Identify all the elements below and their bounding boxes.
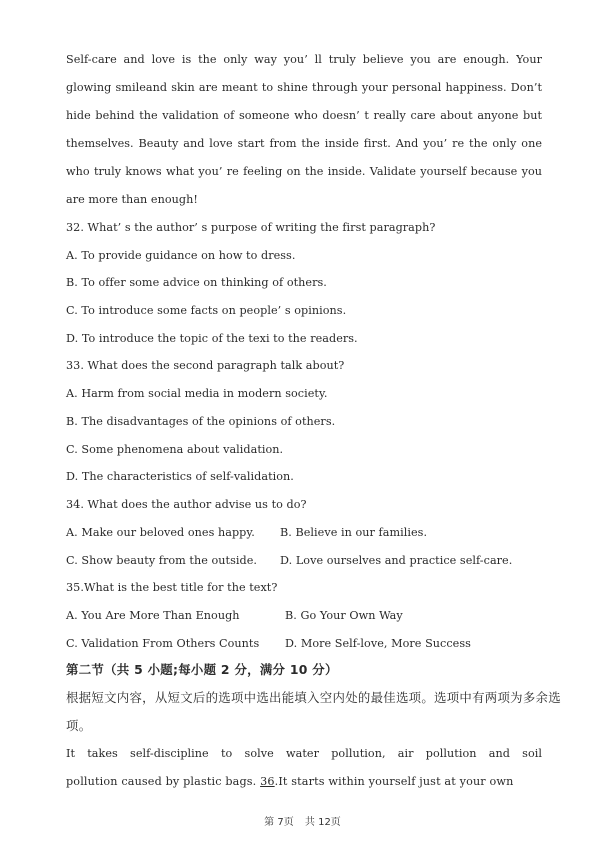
option-32-c: C. To introduce some facts on people’ s opinions. (66, 304, 347, 317)
cloze-text-segment: pollution caused by plastic bags. (66, 775, 261, 788)
option-34-b: B. Believe in our families. (280, 526, 428, 539)
passage-line: themselves. Beauty and love start from the inside first. And you’ re the only one (66, 137, 542, 150)
page-footer (0, 813, 605, 828)
question-stem-33: 33. What does the second paragraph talk about? (66, 359, 345, 372)
passage-line: glowing smileand skin are meant to shine through your personal happiness. Don’t (66, 81, 542, 94)
option-35-d: D. More Self-love, More Success (285, 637, 471, 650)
option-34-a: A. Make our beloved ones happy. (66, 526, 255, 539)
option-35-a: A. You Are More Than Enough (66, 609, 240, 622)
page-total: 共 12页 (304, 817, 341, 828)
section-heading: 第二节（共 5 小题;每小题 2 分，满分 10 分） (66, 662, 338, 677)
option-33-c: C. Some phenomena about validation. (66, 443, 284, 456)
passage-line: hide behind the validation of someone who doesn’ t really care about anyone but (66, 109, 542, 122)
option-33-a: A. Harm from social media in modern society. (66, 387, 328, 400)
cloze-text-line (66, 775, 542, 789)
question-stem-35: 35.What is the best title for the text? (66, 581, 278, 594)
option-33-d: D. The characteristics of self-validation. (66, 470, 294, 483)
option-33-b: B. The disadvantages of the opinions of others. (66, 415, 336, 428)
passage-line: Self-care and love is the only way you’ ll truly believe you are enough. Your (66, 53, 542, 66)
option-32-b: B. To offer some advice on thinking of others. (66, 276, 327, 289)
option-34-c: C. Show beauty from the outside. (66, 554, 258, 567)
option-32-d: D. To introduce the topic of the texi to the readers. (66, 332, 358, 345)
question-stem-34: 34. What does the author advise us to do? (66, 498, 307, 511)
option-32-a: A. To provide guidance on how to dress. (66, 249, 296, 262)
cloze-text-segment: .It starts within yourself just at your own (274, 775, 514, 788)
option-35-c: C. Validation From Others Counts (66, 637, 260, 650)
option-row-35-ab (66, 609, 542, 623)
option-34-d: D. Love ourselves and practice self-care. (280, 554, 513, 567)
option-row-35-cd (66, 637, 542, 651)
page-number: 第 7页 (264, 817, 294, 828)
passage-line: are more than enough! (66, 193, 198, 206)
section-instruction-cont: 项。 (66, 718, 92, 733)
question-stem-32: 32. What’ s the author’ s purpose of writing the first paragraph? (66, 221, 436, 234)
passage-line: who truly knows what you’ re feeling on the inside. Validate yourself because you (66, 165, 542, 178)
cloze-text-line: It takes self-discipline to solve water pollution, air pollution and soil (66, 747, 542, 760)
option-row-34-cd (66, 554, 542, 568)
section-instruction: 根据短文内容，从短文后的选项中选出能填入空内处的最佳选项。选项中有两项为多余选 (66, 690, 561, 705)
blank-36: 36 (260, 775, 275, 788)
option-row-34-ab (66, 526, 542, 540)
option-35-b: B. Go Your Own Way (285, 609, 403, 622)
